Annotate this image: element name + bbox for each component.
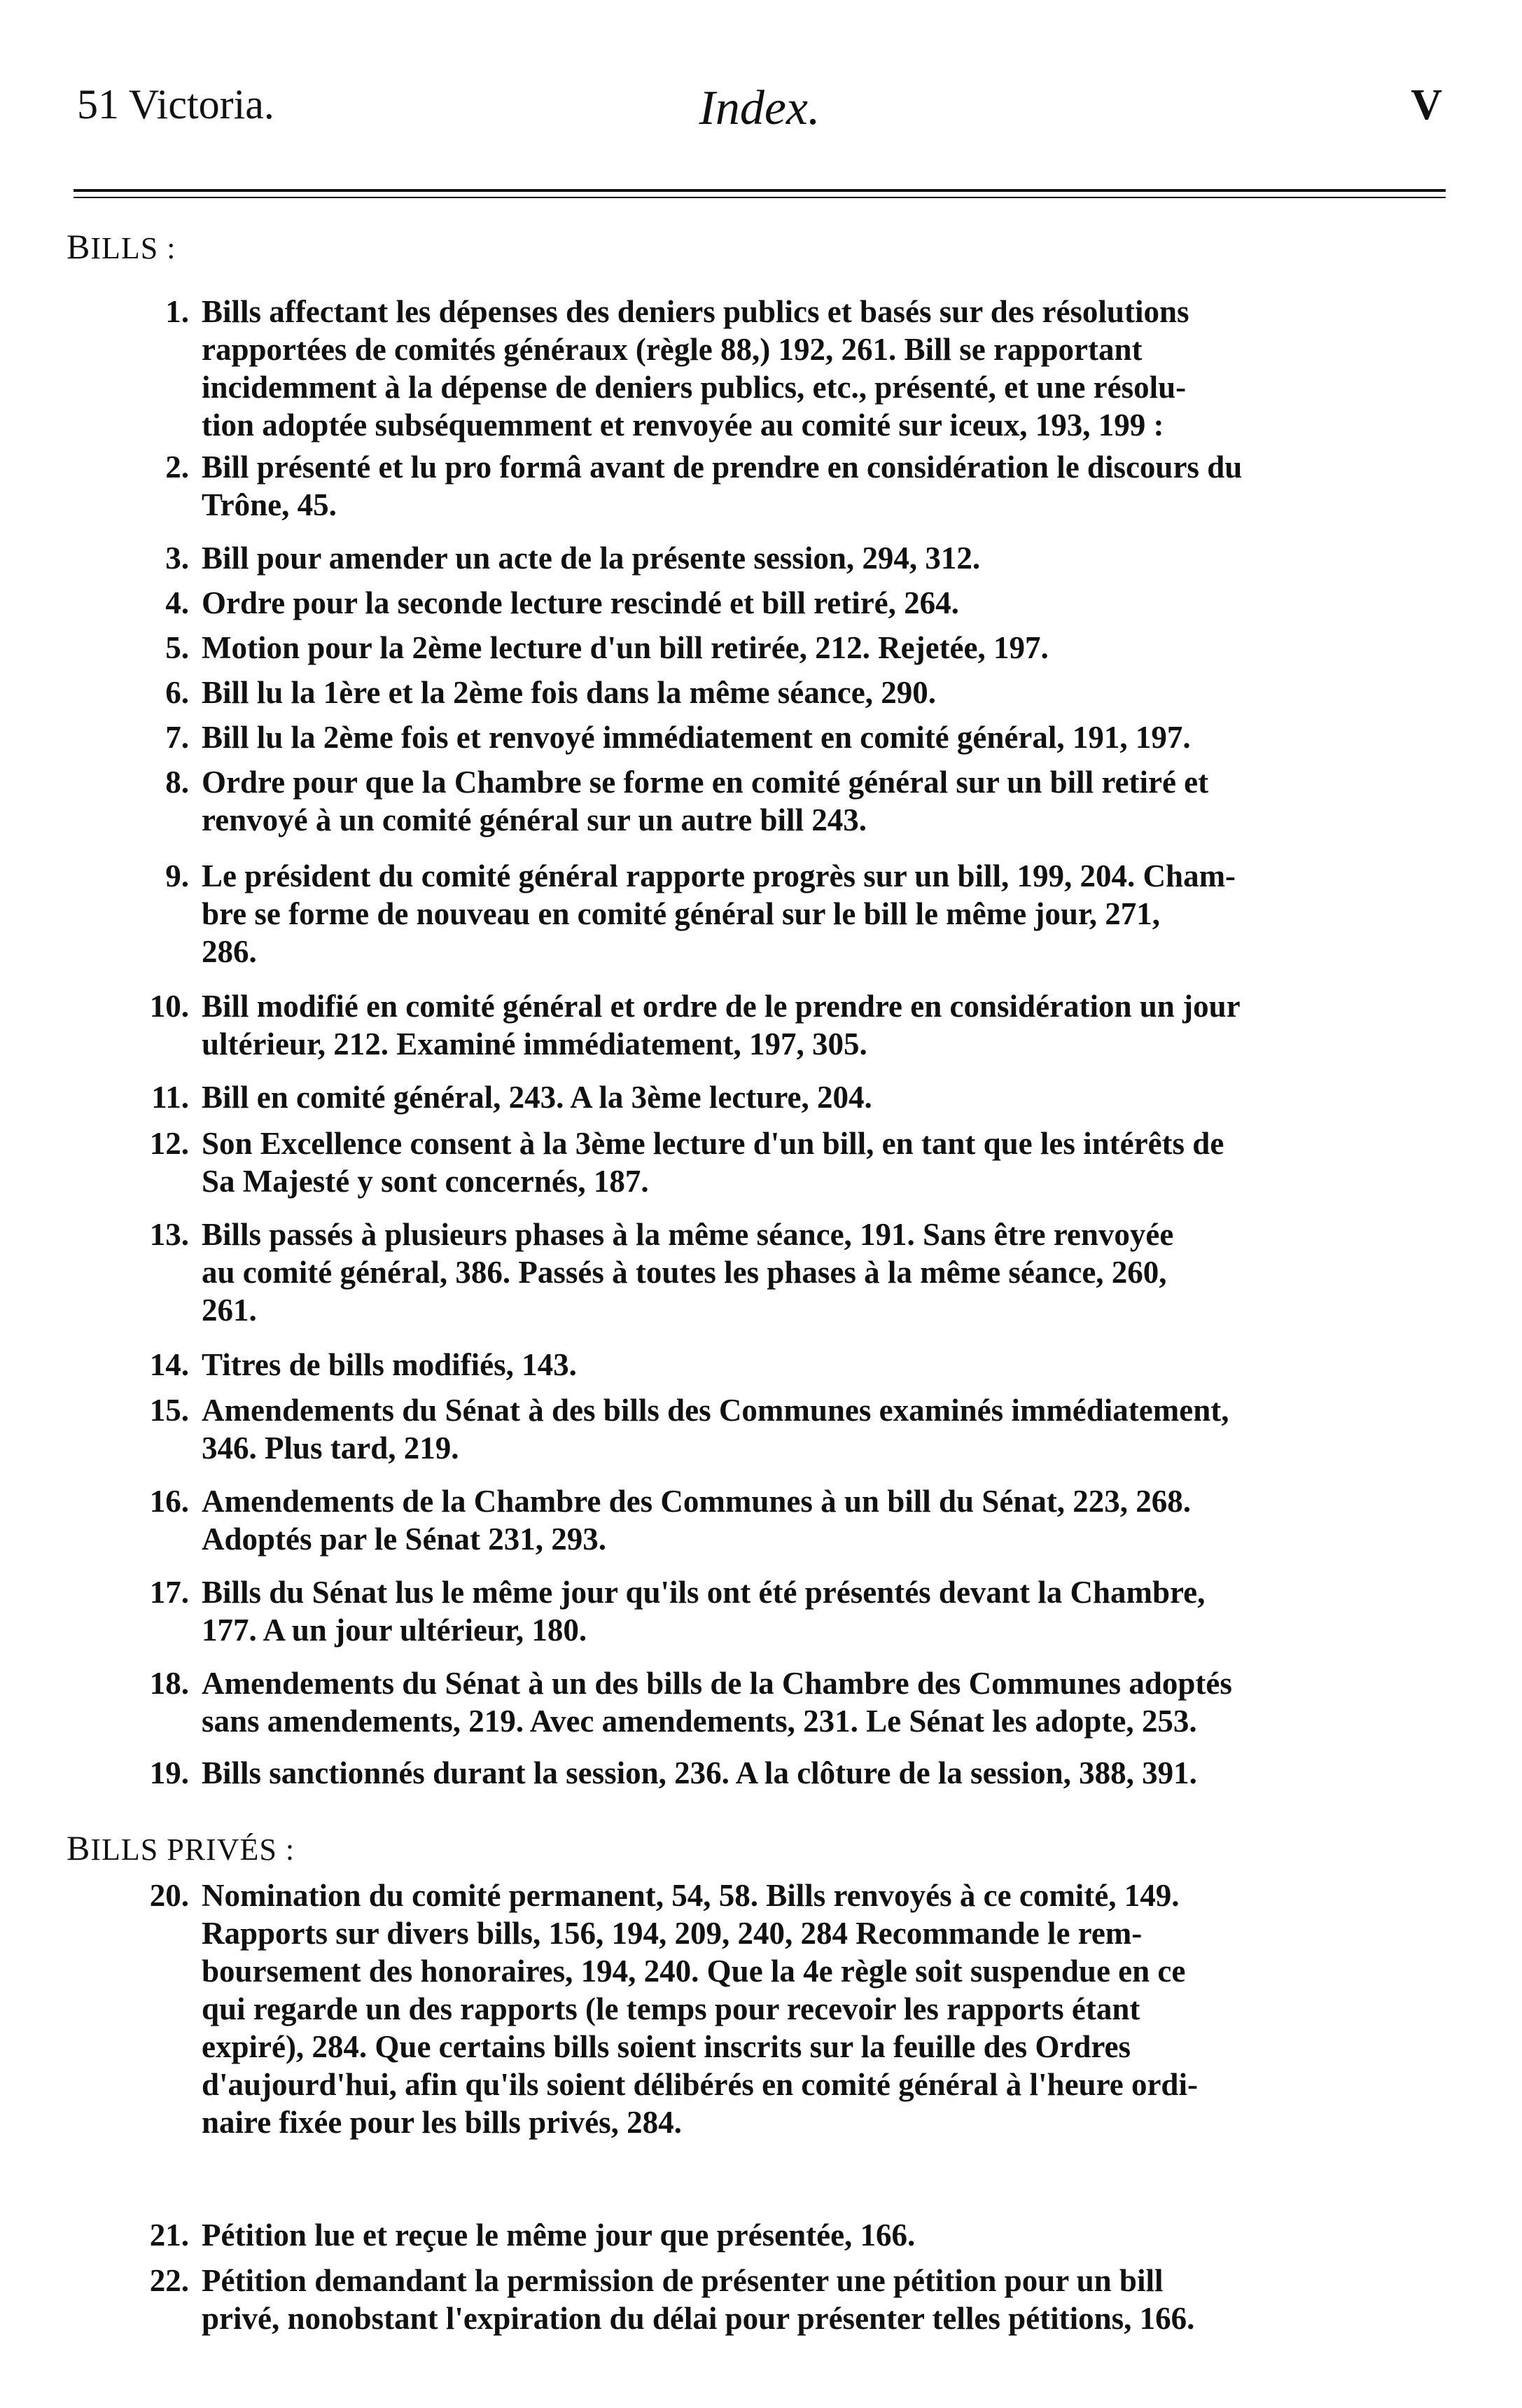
page-number: V (1411, 81, 1442, 129)
entry-line: Bill lu la 1ère et la 2ème fois dans la même séance, 290. (202, 675, 936, 710)
entry-line: Rapports sur divers bills, 156, 194, 209, 240, 284 Recommande le rem- (202, 1916, 1143, 1951)
entry-line: Amendements du Sénat à des bills des Communes examinés immédiatement, (202, 1393, 1229, 1428)
entry-text (202, 1391, 1442, 1467)
entry-line: Bills affectant les dépenses des deniers publics et basés sur des résolutions (202, 294, 1189, 329)
entry-text (202, 1216, 1442, 1329)
entry-number: 3. (165, 541, 189, 576)
entry-text (202, 718, 1442, 756)
section-heading-initial: B (67, 1828, 91, 1867)
entry-line: boursement des honoraires, 194, 240. Que la 4e règle soit suspendue en ce (202, 1954, 1186, 1989)
entry-line: privé, nonobstant l'expiration du délai pour présenter telles pétitions, 166. (202, 2301, 1195, 2336)
running-head-left: 51 Victoria. (77, 81, 274, 127)
entry-number: 16. (149, 1484, 189, 1519)
entry-number: 8. (165, 765, 189, 800)
section-heading-text: ILLS PRIVÉS : (90, 1832, 295, 1867)
entry-line: rapportées de comités généraux (règle 88,) 192, 261. Bill se rapportant (202, 332, 1143, 367)
entry-line: Nomination du comité permanent, 54, 58. Bills renvoyés à ce comité, 149. (202, 1878, 1180, 1913)
entry-number: 21. (149, 2218, 189, 2253)
header-rule-thick (74, 189, 1446, 192)
entry-line: Bills du Sénat lus le même jour qu'ils ont été présentés devant la Chambre, (202, 1575, 1206, 1610)
section-heading-text: ILLS : (90, 231, 176, 265)
entry-line: naire fixée pour les bills privés, 284. (202, 2105, 682, 2140)
entry-line: qui regarde un des rapports (le temps pour recevoir les rapports étant (202, 1991, 1140, 2026)
entry-text (202, 629, 1442, 667)
section-heading (67, 1828, 295, 1868)
entry-line: Ordre pour que la Chambre se forme en comité général sur un bill retiré et (202, 765, 1209, 800)
entry-text (202, 857, 1442, 970)
entry-line: Amendements du Sénat à un des bills de la Chambre des Communes adoptés (202, 1666, 1232, 1701)
entry-line: Pétition demandant la permission de présenter une pétition pour un bill (202, 2263, 1164, 2298)
entry-text (202, 293, 1442, 444)
entry-number: 13. (149, 1217, 189, 1252)
entry-line: Ordre pour la seconde lecture rescindé et bill retiré, 264. (202, 585, 959, 620)
entry-line: 177. A un jour ultérieur, 180. (202, 1613, 587, 1648)
entry-line: bre se forme de nouveau en comité général sur le bill le même jour, 271, (202, 896, 1160, 931)
entry-line: d'aujourd'hui, afin qu'ils soient délibérés en comité général à l'heure ordi- (202, 2067, 1198, 2102)
entry-number: 4. (165, 585, 189, 620)
entry-number: 6. (165, 675, 189, 710)
page-header (77, 81, 1442, 144)
entry-text (202, 539, 1442, 577)
entry-line: Motion pour la 2ème lecture d'un bill retirée, 212. Rejetée, 197. (202, 630, 1049, 665)
entry-line: Bills passés à plusieurs phases à la même séance, 191. Sans être renvoyée (202, 1217, 1174, 1252)
entry-line: 346. Plus tard, 219. (202, 1431, 459, 1466)
entry-number: 20. (149, 1878, 189, 1913)
entry-number: 9. (165, 858, 189, 893)
entry-text (202, 448, 1442, 524)
entry-text (202, 1125, 1442, 1200)
running-head-title: Index. (699, 81, 821, 135)
section-heading-initial: B (67, 227, 91, 266)
entry-number: 12. (149, 1126, 189, 1161)
entry-text (202, 1346, 1442, 1384)
entry-line: tion adoptée subséquemment et renvoyée au comité sur iceux, 193, 199 : (202, 408, 1164, 443)
entry-text (202, 2262, 1442, 2337)
entry-number: 19. (149, 1755, 189, 1790)
entry-number: 2. (165, 450, 189, 485)
entry-text (202, 1078, 1442, 1116)
entry-line: ultérieur, 212. Examiné immédiatement, 197, 305. (202, 1026, 867, 1062)
entry-line: 261. (202, 1293, 257, 1328)
entry-text (202, 987, 1442, 1063)
header-rule-thin (74, 197, 1446, 198)
entry-text (202, 584, 1442, 622)
entry-number: 14. (149, 1347, 189, 1382)
entry-line: Bill pour amender un acte de la présente session, 294, 312. (202, 541, 981, 576)
entry-number: 22. (149, 2263, 189, 2298)
entry-line: Son Excellence consent à la 3ème lecture d'un bill, en tant que les intérêts de (202, 1126, 1224, 1161)
entry-line: Adoptés par le Sénat 231, 293. (202, 1522, 606, 1557)
entry-line: Le président du comité général rapporte progrès sur un bill, 199, 204. Cham- (202, 858, 1236, 893)
entry-line: Bill modifié en comité général et ordre de le prendre en considération un jour (202, 989, 1241, 1024)
entry-line: Bill en comité général, 243. A la 3ème lecture, 204. (202, 1080, 872, 1115)
entry-number: 1. (165, 294, 189, 329)
entry-text (202, 1482, 1442, 1558)
entry-line: Bill présenté et lu pro formâ avant de prendre en considération le discours du (202, 450, 1243, 485)
entry-number: 15. (149, 1393, 189, 1428)
entry-line: renvoyé à un comité général sur un autre bill 243. (202, 802, 867, 837)
entry-text (202, 763, 1442, 839)
entry-number: 5. (165, 630, 189, 665)
entry-line: Pétition lue et reçue le même jour que présentée, 166. (202, 2218, 916, 2253)
entry-line: Trône, 45. (202, 487, 337, 522)
entry-line: incidemment à la dépense de deniers publics, etc., présenté, et une résolu- (202, 370, 1187, 405)
section-heading (67, 226, 176, 267)
entry-number: 17. (149, 1575, 189, 1610)
entry-text (202, 1573, 1442, 1649)
entry-line: Bills sanctionnés durant la session, 236. A la clôture de la session, 388, 391. (202, 1755, 1197, 1790)
entry-line: expiré), 284. Que certains bills soient inscrits sur la feuille des Ordres (202, 2029, 1131, 2064)
entry-number: 18. (149, 1666, 189, 1701)
entry-text (202, 2216, 1442, 2254)
entry-number: 10. (149, 989, 189, 1024)
entry-text (202, 1754, 1442, 1792)
entry-number: 11. (151, 1080, 189, 1115)
entry-text (202, 1877, 1442, 2141)
entry-number: 7. (165, 720, 189, 755)
entry-line: 286. (202, 934, 257, 969)
entry-line: Titres de bills modifiés, 143. (202, 1347, 577, 1382)
entry-line: Amendements de la Chambre des Communes à un bill du Sénat, 223, 268. (202, 1484, 1192, 1519)
entry-line: Bill lu la 2ème fois et renvoyé immédiatement en comité général, 191, 197. (202, 720, 1191, 755)
entry-line: au comité général, 386. Passés à toutes les phases à la même séance, 260, (202, 1255, 1167, 1290)
entry-text (202, 674, 1442, 711)
entry-text (202, 1664, 1442, 1740)
entry-line: sans amendements, 219. Avec amendements, 231. Le Sénat les adopte, 253. (202, 1704, 1197, 1739)
entry-line: Sa Majesté y sont concernés, 187. (202, 1164, 649, 1199)
